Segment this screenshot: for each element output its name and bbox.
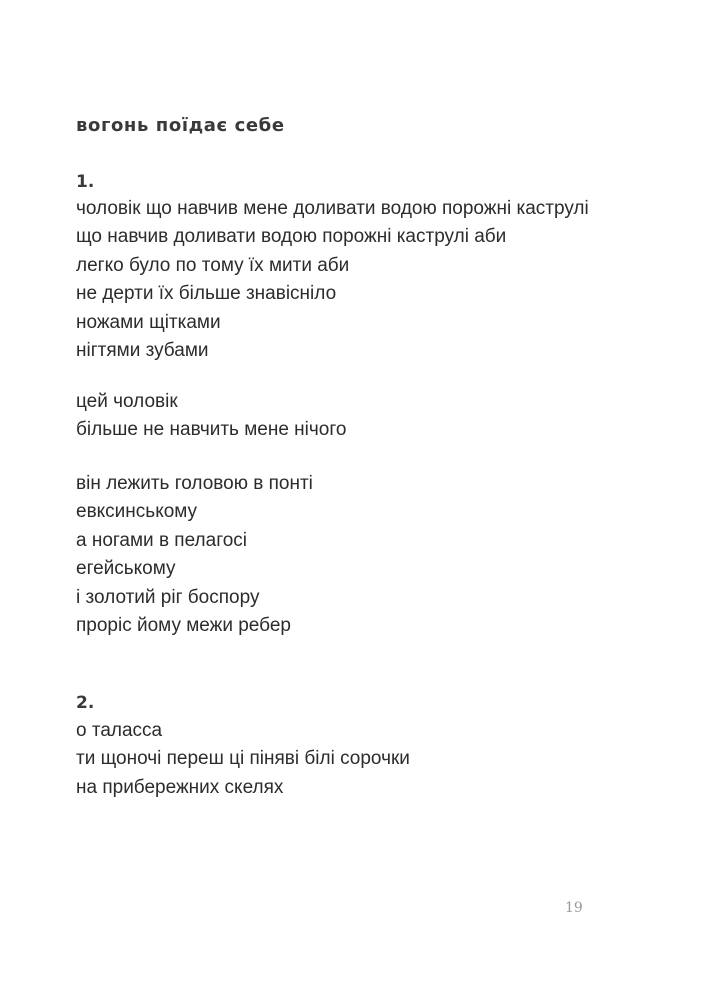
poem-line: о таласса	[76, 720, 163, 741]
stanza	[76, 470, 313, 640]
poem-line: цей чоловік	[76, 391, 178, 412]
page-number: 19	[565, 900, 583, 916]
poem-line: легко було по тому їх мити аби	[76, 254, 350, 276]
poem-line: ножами щітками	[76, 311, 221, 333]
poem-line: і золотий ріг боспору	[76, 586, 260, 608]
poem-line: на прибережних скелях	[76, 776, 284, 798]
stanza	[76, 717, 410, 802]
poem-line: нігтями зубами	[76, 339, 209, 361]
poem-line: проріс йому межи ребер	[76, 614, 291, 636]
poem-line: а ногами в пелагосі	[76, 529, 247, 551]
section-number-1: 1.	[76, 172, 95, 192]
poem-line: він лежить головою в понті	[76, 473, 313, 494]
poem-title: вогонь поїдає себе	[76, 115, 285, 136]
stanza	[76, 388, 346, 445]
poem-line: егейському	[76, 558, 176, 580]
poem-line: евксинському	[76, 501, 198, 523]
stanza	[76, 195, 589, 365]
poem-line: ти щоночі переш ці піняві білі сорочки	[76, 748, 410, 770]
poem-line: більше не навчить мене нічого	[76, 419, 347, 441]
section-number-2: 2.	[76, 693, 95, 713]
poem-line: не дерти їх більше знавісніло	[76, 283, 337, 305]
poem-line: чоловік що навчив мене доливати водою порожні каструлі	[76, 198, 589, 219]
poem-line: що навчив доливати водою порожні каструлі аби	[76, 226, 507, 248]
